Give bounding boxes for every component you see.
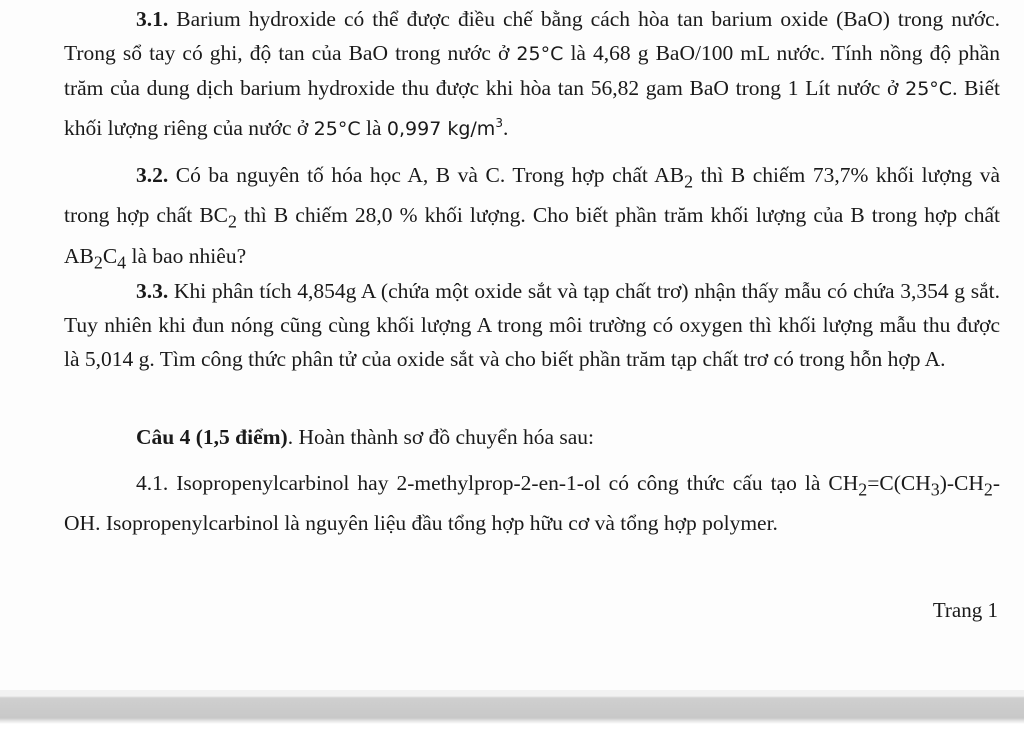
question-3-1: 3.1. Barium hydroxide có thể được điều chế bằng cách hòa tan barium oxide (BaO) trong nước. Trong sổ tay có ghi, độ tan của BaO trong nước ở 25°C là 4,68 g BaO/100 mL nước. Tính nồng độ phần trăm của dung dịch barium hydroxide thu được khi hòa tan 56,82 gam BaO trong 1 Lít nước ở 25°C. Biết khối lượng riêng của nước ở 25°C là 0,997 $kg/m^3$.	[64, 7, 1000, 141]
page-number: Trang 1	[932, 598, 998, 622]
question-number: 3.1.	[136, 7, 169, 31]
page-bottom-edge	[0, 690, 1024, 739]
question-3-2: 3.2. Có ba nguyên tố hóa học A, B và C. Trong hợp chất $AB_2$ thì B chiếm 73,7% khối lượng và trong hợp chất $BC_2$ thì B chiếm 28,0 % khối lượng. Cho biết phần trăm khối lượng của B trong hợp chất $AB_2C_4$ là bao nhiêu?	[64, 163, 1000, 272]
question-number: 3.2.	[136, 163, 169, 187]
question-4-1: 4.1. Isopropenylcarbinol hay 2-methylprop-2-en-1-ol có công thức cấu tạo là $CH_2=C(CH_3)-CH_2-OH$. Isopropenylcarbinol là nguyên liệu đầu tổng hợp hữu cơ và tổng hợp polymer.	[64, 471, 1000, 536]
question-number: 3.3.	[136, 279, 169, 303]
section-heading: Câu 4 (1,5 điểm)	[136, 425, 288, 449]
question-3-3: 3.3. Khi phân tích 4,854g A (chứa một oxide sắt và tạp chất trơ) nhận thấy mẫu có chứa 3,354 g sắt. Tuy nhiên khi đun nóng cũng cùng khối lượng A trong môi trường có oxygen thì khối lượng mẫu thu được là 5,014 g. Tìm công thức phân tử của oxide sắt và cho biết phần trăm tạp chất trơ có trong hỗn hợp A.	[64, 279, 1000, 371]
question-number: 4.1.	[136, 471, 169, 495]
section-cau-4: Câu 4 (1,5 điểm). Hoàn thành sơ đồ chuyển hóa sau:	[136, 425, 595, 449]
